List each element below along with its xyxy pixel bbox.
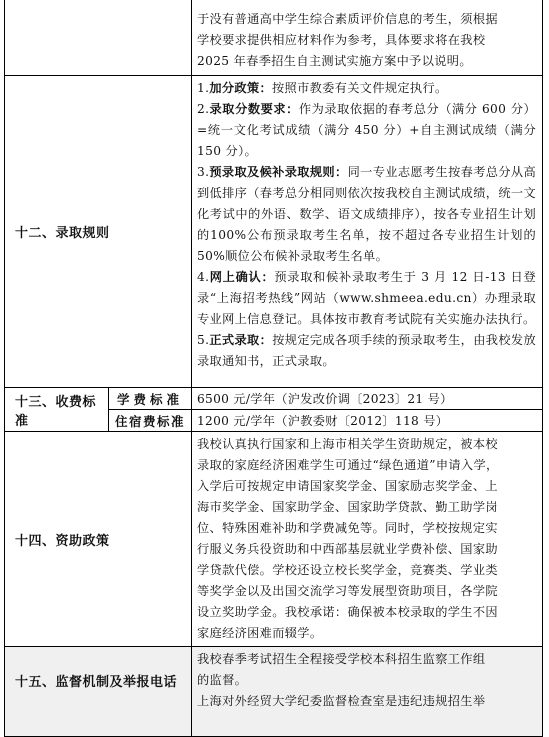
- rule-text: 按规定完成各项手续的预录取考生，由我校发放录取通知书，正式录取。: [197, 333, 537, 368]
- supervision-content: [192, 647, 543, 737]
- financial-aid-row: [5, 432, 543, 647]
- rule-number: 1.: [197, 81, 210, 95]
- aid-line: 设立奖助学金。我校承诺：确保被本校录取的学生不因: [197, 605, 498, 619]
- tuition-label: 学费标准: [109, 388, 192, 410]
- intro-line: 学校要求提供相应材料作为参考，具体要求将在我校: [197, 33, 486, 47]
- rule-text: 同一专业志愿考生按春考总分从高到低排序（春考总分相同则依次按我校自主测试成绩，统一文化考试中的外语、数学、语文成绩排序），按各专业招生计划的100%公布预录取考生名单，按不超过各专业招生计划的 50%顺位公布候补录取考生名单。: [197, 165, 536, 263]
- aid-line: 入学后可按规定申请国家奖学金、国家励志奖学金、上: [197, 479, 498, 493]
- financial-aid-label: 十四、资助政策: [5, 432, 192, 647]
- aid-line: 学贷款代偿。学校还设立校长奖学金，竞赛类、学业类: [197, 563, 498, 577]
- financial-aid-content: [192, 432, 543, 647]
- rule-item: [197, 99, 536, 162]
- rule-item: [197, 162, 536, 267]
- fee-tuition-row: [5, 388, 543, 410]
- intro-line: 2025 年春季招生自主测试实施方案中予以说明。: [197, 54, 472, 68]
- dorm-fee-value: 1200 元/学年（沪教委财〔2012〕118 号）: [192, 410, 543, 432]
- rule-text: 按照市教委有关文件规定执行。: [272, 81, 448, 95]
- aid-line: 家庭经济困难而辍学。: [197, 626, 323, 640]
- intro-line: 于没有普通高中学生综合素质评价信息的考生，须根据: [197, 12, 498, 26]
- admissions-table: [4, 0, 543, 737]
- supervision-line: 的监督。: [197, 673, 248, 687]
- intro-label-cell: [5, 0, 192, 76]
- rule-number: 4.: [197, 270, 210, 284]
- aid-line: 我校认真执行国家和上海市相关学生资助规定，被本校: [197, 437, 498, 451]
- rule-title: 加分政策：: [209, 81, 273, 95]
- aid-line: 录取的家庭经济困难学生可通过“绿色通道”申请入学，: [197, 458, 499, 472]
- rule-number: 5.: [197, 333, 210, 347]
- rule-item: [197, 267, 536, 330]
- aid-line: 位、特殊困难补助和学费减免等。同时，学校按规定实: [197, 521, 498, 535]
- supervision-row: [5, 647, 543, 737]
- admission-rules-content: [192, 76, 543, 388]
- aid-line: 等奖学金以及出国交流学习等发展型资助项目，各学院: [197, 584, 498, 598]
- aid-line: 行服义务兵役资助和中西部基层就业学费补偿、国家助: [197, 542, 498, 556]
- tuition-value: 6500 元/学年（沪发改价调〔2023〕21 号）: [192, 388, 543, 410]
- rule-item: [197, 330, 536, 372]
- supervision-line: 我校春季考试招生全程接受学校本科招生监察工作组: [197, 652, 486, 666]
- rule-item: [197, 78, 536, 99]
- rule-title: 预录取及候补录取规则：: [209, 165, 348, 179]
- rule-title: 网上确认：: [209, 270, 275, 284]
- rule-title: 录取分数要求：: [209, 102, 299, 116]
- rule-title: 正式录取：: [209, 333, 273, 347]
- admission-rules-label: 十二、录取规则: [5, 76, 192, 388]
- intro-content: [192, 0, 543, 76]
- fee-standards-label: 十三、收费标准: [5, 388, 109, 432]
- rule-number: 2.: [197, 102, 210, 116]
- aid-line: 海市奖学金、国家助学金、国家助学贷款、勤工助学岗: [197, 500, 498, 514]
- dorm-fee-label: 住宿费标准: [109, 410, 192, 432]
- supervision-line: 上海对外经贸大学纪委监督检查室是违纪违规招生举: [197, 694, 486, 708]
- rule-text: 作为录取依据的春考总分（满分 600 分）=统一文化考试成绩（满分 450 分）+自主测试成绩（满分 150 分）。: [197, 102, 536, 158]
- admission-rules-row: [5, 76, 543, 388]
- supervision-label: 十五、监督机制及举报电话: [5, 647, 192, 737]
- rule-text: 预录取和候补录取考生于 3 月 12 日-13 日登录“上海招考热线”网站（www.shmeea.edu.cn）办理录取专业网上信息登记。具体按市教育考试院有关实施办法执行。: [197, 270, 537, 326]
- intro-row: [5, 0, 543, 76]
- rule-number: 3.: [197, 165, 210, 179]
